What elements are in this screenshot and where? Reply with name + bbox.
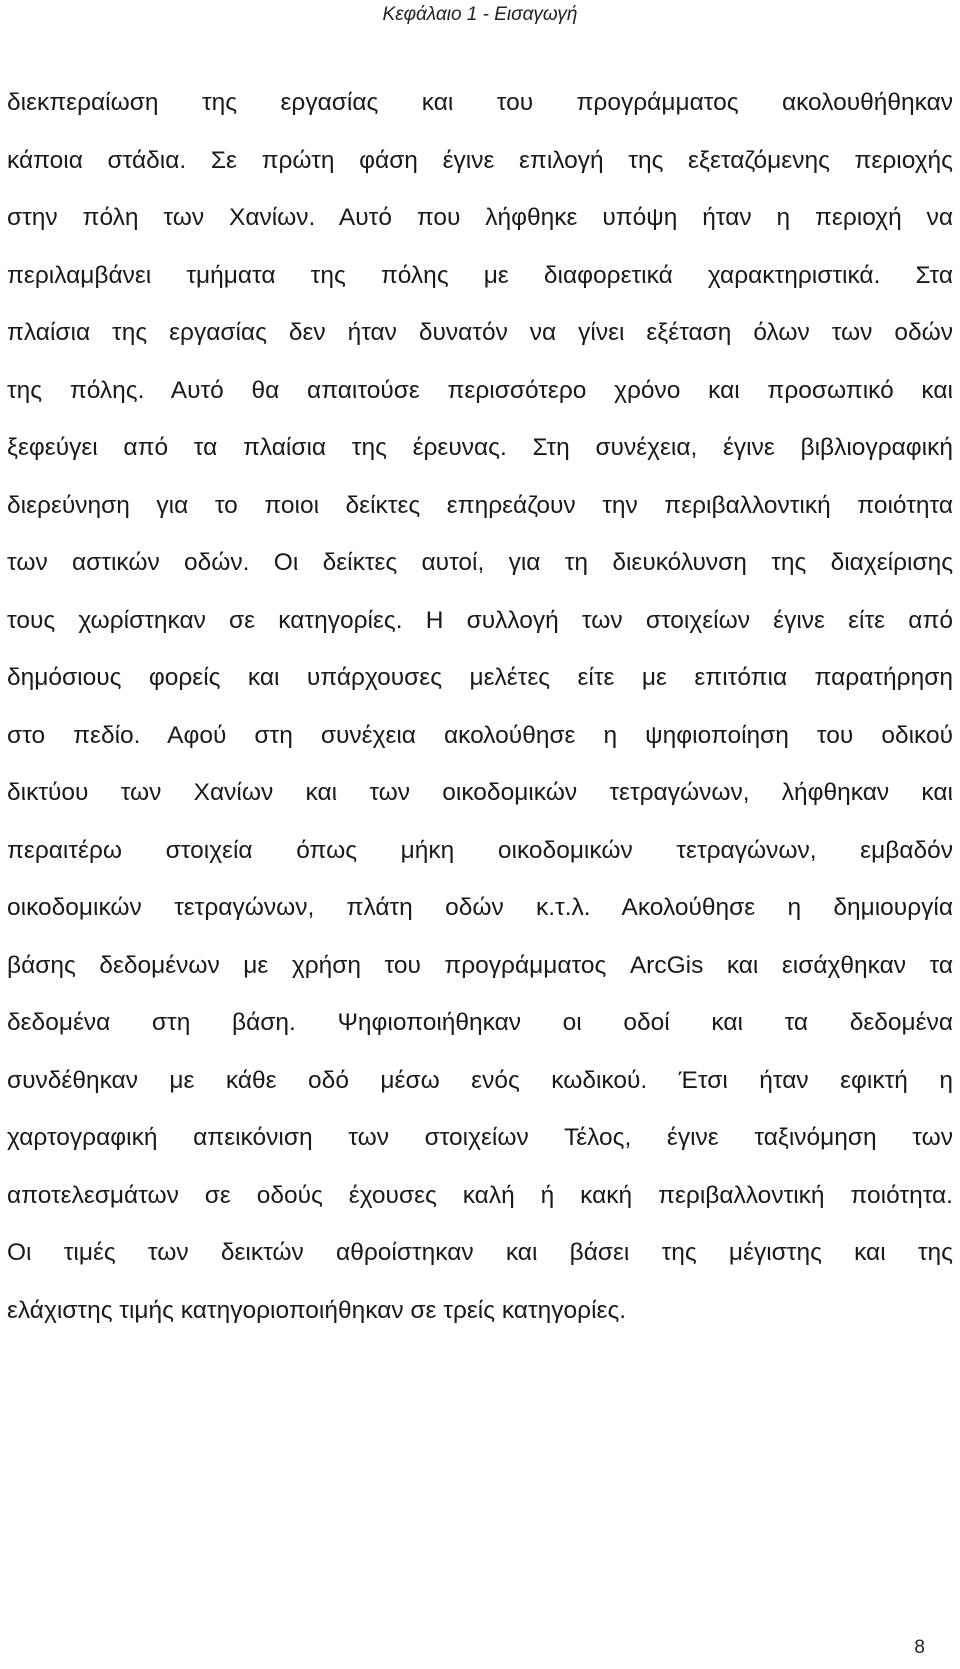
text-line: στην πόλη των Χανίων. Αυτό που λήφθηκε υπόψη ήταν η περιοχή να [7, 204, 953, 231]
text-line: συνδέθηκαν με κάθε οδό μέσω ενός κωδικού. Έτσι ήταν εφικτή η [7, 1066, 953, 1094]
text-line: διερεύνηση για το ποιοι δείκτες επηρεάζουν την περιβαλλοντική ποιότητα [7, 491, 953, 519]
text-line: κάποια στάδια. Σε πρώτη φάση έγινε επιλογή της εξεταζόμενης περιοχής [7, 146, 953, 174]
body-paragraph [7, 74, 953, 1339]
text-line: δικτύου των Χανίων και των οικοδομικών τετραγώνων, λήφθηκαν και [7, 779, 953, 806]
text-line: στο πεδίο. Αφού στη συνέχεια ακολούθησε η ψηφιοποίηση του οδικού [7, 721, 953, 749]
text-line: διεκπεραίωση της εργασίας και του προγράμματος ακολουθήθηκαν [7, 89, 953, 116]
text-line: δημόσιους φορείς και υπάρχουσες μελέτες είτε με επιτόπια παρατήρηση [7, 664, 953, 691]
text-line: τους χωρίστηκαν σε κατηγορίες. Η συλλογή των στοιχείων έγινε είτε από [7, 606, 953, 634]
text-line: περιλαμβάνει τμήματα της πόλης με διαφορετικά χαρακτηριστικά. Στα [7, 261, 953, 289]
text-line: των αστικών οδών. Οι δείκτες αυτοί, για τη διευκόλυνση της διαχείρισης [7, 549, 953, 576]
text-line: ελάχιστης τιμής κατηγοριοποιήθηκαν σε τρείς κατηγορίες. [7, 1296, 627, 1324]
text-line: πλαίσια της εργασίας δεν ήταν δυνατόν να γίνει εξέταση όλων των οδών [7, 319, 953, 346]
text-line: χαρτογραφική απεικόνιση των στοιχείων Τέλος, έγινε ταξινόμηση των [7, 1124, 953, 1151]
text-line: δεδομένα στη βάση. Ψηφιοποιήθηκαν οι οδοί και τα δεδομένα [7, 1009, 953, 1036]
text-line: ξεφεύγει από τα πλαίσια της έρευνας. Στη συνέχεια, έγινε βιβλιογραφική [7, 434, 953, 461]
text-line: αποτελεσμάτων σε οδούς έχουσες καλή ή κακή περιβαλλοντική ποιότητα. [7, 1181, 953, 1209]
text-line: της πόλης. Αυτό θα απαιτούσε περισσότερο χρόνο και προσωπικό και [7, 376, 953, 404]
text-line: Οι τιμές των δεικτών αθροίστηκαν και βάσει της μέγιστης και της [7, 1239, 953, 1266]
page-number: 8 [914, 1637, 925, 1658]
text-line: βάσης δεδομένων με χρήση του προγράμματος ArcGis και εισάχθηκαν τα [7, 951, 953, 979]
text-line: περαιτέρω στοιχεία όπως μήκη οικοδομικών τετραγώνων, εμβαδόν [7, 836, 953, 864]
text-line: οικοδομικών τετραγώνων, πλάτη οδών κ.τ.λ. Ακολούθησε η δημιουργία [7, 894, 953, 921]
running-header: Κεφάλαιο 1 - Εισαγωγή [382, 4, 578, 25]
